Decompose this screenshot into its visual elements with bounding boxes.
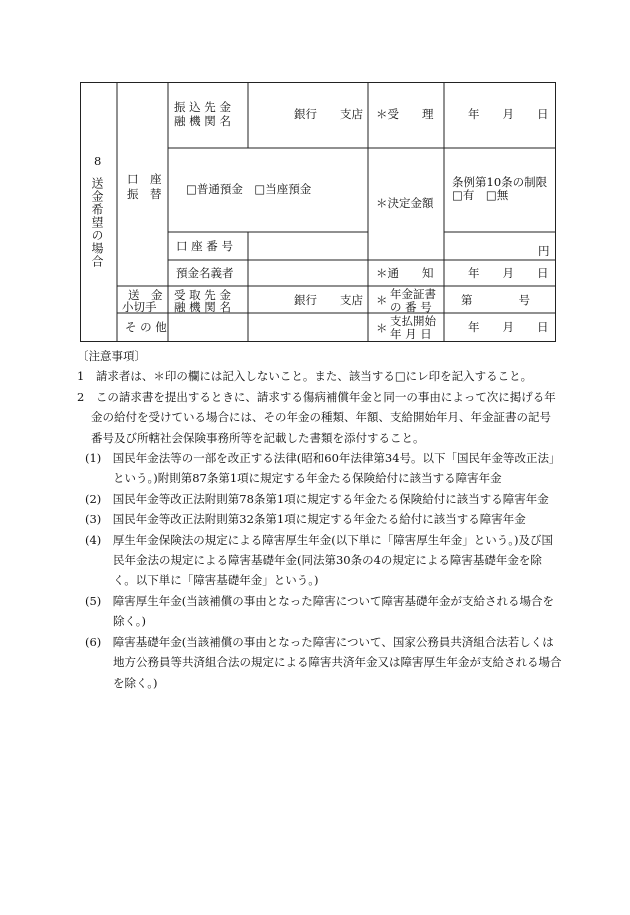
start-label-2: 年 月 日 — [390, 327, 432, 341]
account-name-label: 預金名義者 — [176, 266, 234, 280]
kogitte-bank-label-1: 受 取 先 金 — [174, 288, 231, 302]
koza-label-2: 振 替 — [127, 187, 162, 201]
bank-label-1: 振 込 先 金 — [174, 100, 231, 114]
bank-value[interactable]: 銀行 支店 — [294, 107, 363, 121]
note-subitem-5: (5) 障害厚生年金(当該補償の事由となった障害について障害基礎年金が支給される場合を除く。) — [85, 593, 555, 629]
start-date: 年 月 日 — [468, 320, 549, 334]
note-item-1: 1 請求者は、＊印の欄には記入しないこと。また、該当する□にレ印を記入すること。 — [77, 369, 533, 384]
remittance-form-table — [80, 82, 556, 342]
note-subitem-1: (1) 国民年金法等の一部を改正する法律(昭和60年法律第34号。以下「国民年金等改正法」という。)附則第87条第1項に規定する年金たる保険給付に該当する障害年金 — [85, 451, 561, 486]
ordinance-checkboxes[interactable]: □有 □無 — [452, 188, 509, 202]
note-subitem-3: (3) 国民年金等改正法附則第32条第1項に規定する年金たる給付に該当する障害年金 — [85, 512, 526, 527]
note-item-2: 2 この請求書を提出するときに、請求する傷病補償年金と同一の事由によって次に掲げる年金の給付を受けている場合には、その年金の種類、年額、支給開始年月、年金証書の記号番号及び所轄社会保険事務所等を記載した書類を添付すること。 — [77, 389, 556, 445]
notes-heading: 〔注意事項〕 — [77, 349, 146, 363]
account-number-label: 口 座 番 号 — [176, 239, 233, 253]
receipt-label: ＊受 理 — [376, 107, 434, 121]
notes-section — [77, 346, 562, 693]
notice-date: 年 月 日 — [468, 266, 549, 280]
note-subitem-4: (4) 厚生年金保険法の規定による障害厚生年金(以下単に「障害厚生年金」という。)及び国民年金法の規定による障害基礎年金(同法第30条の4の規定による障害基礎年金を除く。以下単に「障害基礎年金」という。) — [85, 532, 554, 588]
bank-label-2: 融 機 関 名 — [174, 114, 231, 128]
section-title: 送金希望の場合 — [90, 177, 104, 268]
ordinance-restriction: 条例第10条の制限 — [452, 175, 548, 189]
kogitte-bank-label-2: 融 機 関 名 — [174, 300, 231, 314]
deposit-type-checkboxes[interactable]: □普通預金 □当座預金 — [186, 182, 312, 196]
start-asterisk: ＊ — [376, 321, 388, 335]
cert-asterisk: ＊ — [376, 293, 388, 307]
note-subitem-2: (2) 国民年金等改正法附則第78条第1項に規定する年金たる保険給付に該当する障害年金 — [85, 491, 549, 506]
kogitte-label-1: 送 金 — [128, 288, 163, 302]
koza-label-1: 口 座 — [127, 172, 162, 186]
other-label: そ の 他 — [125, 320, 167, 334]
cert-label-1: 年金証書 — [390, 287, 436, 301]
note-subitem-6: (6) 障害基礎年金(当該補償の事由となった障害について、国家公務員共済組合法若しくは地方公務員等共済組合法の規定による障害共済年金又は障害厚生年金が支給される場合を除く。) — [85, 634, 562, 690]
kogitte-bank-value[interactable]: 銀行 支店 — [294, 293, 363, 307]
section-number: 8 — [94, 154, 102, 168]
notice-label: ＊通 知 — [376, 266, 434, 280]
receipt-date: 年 月 日 — [468, 107, 549, 121]
cert-number: 第 号 — [461, 293, 530, 307]
decision-amount-label: ＊決定金額 — [376, 196, 434, 210]
start-label-1: 支払開始 — [390, 314, 436, 328]
yen-unit: 円 — [538, 244, 550, 258]
kogitte-label-2: 小切手 — [122, 300, 157, 314]
cert-label-2: の 番 号 — [390, 300, 432, 314]
